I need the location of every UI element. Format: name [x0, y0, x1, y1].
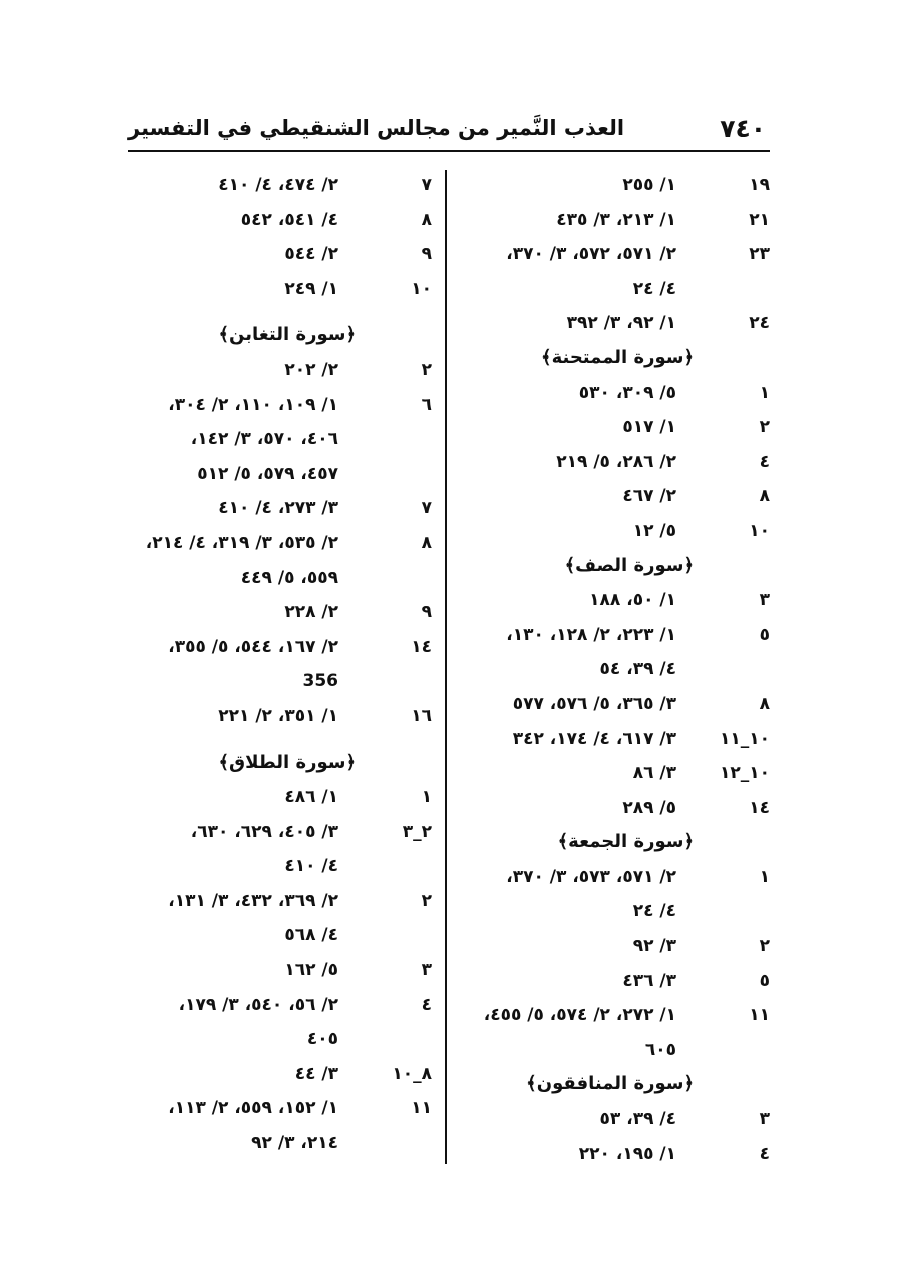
page-references: ٢/ ٥٧١، ٥٧٣، ٣/ ٣٧٠، — [506, 866, 676, 887]
index-entry — [470, 237, 770, 272]
index-entry — [128, 1126, 432, 1161]
page-references: ٢/ ٥٣٥، ٣/ ٣١٩، ٤/ ٢١٤، — [145, 532, 338, 553]
page-references: ١/ ٢٧٢، ٢/ ٥٧٤، ٥/ ٤٥٥، — [483, 1005, 676, 1026]
verse-number: ٢ — [421, 890, 432, 911]
page-references: ٣/ ٦١٧، ٤/ ١٧٤، ٣٤٢ — [512, 728, 676, 749]
page-references: ٣/ ٨٦ — [632, 763, 676, 784]
page-references: ٥/ ٢٨٩ — [622, 797, 676, 818]
index-entry — [470, 203, 770, 238]
index-entry — [470, 583, 770, 618]
verse-number: ٢٤ — [749, 313, 770, 334]
surah-title: ﴿سورة التغابن﴾ — [218, 324, 356, 346]
verse-number: ٤ — [759, 1143, 770, 1164]
index-entry — [470, 687, 770, 722]
surah-heading — [470, 825, 770, 860]
index-column-left — [128, 168, 432, 1161]
verse-number: ١٩ — [749, 175, 770, 195]
index-entry — [470, 722, 770, 757]
verse-number: ٤ — [421, 994, 432, 1015]
page-references: ٢/ ٤٦٧ — [622, 486, 676, 507]
page-references: ٤/ ٥٤١، ٥٤٢ — [240, 209, 338, 230]
index-entry — [128, 630, 432, 665]
page-references: ٢/ ٤٧٤، ٤/ ٤١٠ — [218, 175, 338, 195]
verse-number: ١١ — [749, 1005, 770, 1026]
index-entry — [128, 595, 432, 630]
verse-number: ١١ — [411, 1098, 432, 1119]
page-references: ١/ ٥١٧ — [622, 417, 676, 438]
index-entry — [128, 849, 432, 884]
index-entry — [470, 1102, 770, 1137]
verse-number: ٢ — [759, 417, 770, 438]
verse-number: ٢ — [421, 359, 432, 380]
page-references: ٤/ ٢٤ — [632, 278, 676, 299]
index-entry — [470, 479, 770, 514]
verse-number: ٩ — [421, 602, 432, 623]
page-references: ٢١٤، ٣/ ٩٢ — [251, 1133, 338, 1154]
verse-number: ٢_٣ — [402, 821, 432, 842]
verse-number: ٨_١٠ — [392, 1063, 432, 1084]
index-entry — [470, 1033, 770, 1068]
page-references: ٦٠٥ — [644, 1039, 676, 1060]
index-entry — [128, 815, 432, 850]
surah-title: ﴿سورة الصف﴾ — [564, 554, 694, 576]
index-entry — [470, 652, 770, 687]
page-references: ٥/ ١٦٢ — [284, 960, 338, 981]
index-entry — [128, 526, 432, 561]
index-entry — [128, 491, 432, 526]
surah-title: ﴿سورة الجمعة﴾ — [557, 831, 694, 853]
verse-number: ٨ — [421, 209, 432, 230]
page-references: ١/ ٣٥١، ٢/ ٢٢١ — [218, 705, 338, 726]
verse-number: ٢ — [759, 936, 770, 957]
page-references: ٢/ ٣٦٩، ٤٣٢، ٣/ ١٣١، — [168, 890, 338, 911]
page-references: ٢/ ٢٢٨ — [284, 602, 338, 623]
verse-number: ٥ — [759, 970, 770, 991]
surah-heading — [128, 318, 432, 353]
index-entry — [128, 353, 432, 388]
verse-number: ١٤ — [749, 797, 770, 818]
verse-number: ٣ — [759, 590, 770, 611]
page-references: ٣/ ٤٠٥، ٦٢٩، ٦٣٠، — [190, 821, 338, 842]
page-references: ٤/ ٢٤ — [632, 901, 676, 922]
surah-title: ﴿سورة الممتحنة﴾ — [541, 346, 694, 368]
page-references: ٣/ ٢٧٣، ٤/ ٤١٠ — [218, 498, 338, 519]
page-references: ٥/ ٣٠٩، ٥٣٠ — [578, 382, 676, 403]
verse-number: ٢١ — [749, 209, 770, 230]
page-references: ١/ ٢٤٩ — [284, 278, 338, 299]
verse-number: ٧ — [421, 498, 432, 519]
index-entry — [128, 422, 432, 457]
index-entry — [128, 388, 432, 423]
column-divider — [445, 170, 447, 1164]
index-entry — [470, 929, 770, 964]
page-references: ١/ ١٥٢، ٥٥٩، ٢/ ١١٣، — [168, 1098, 338, 1119]
page-references: ١/ ١٠٩، ١١٠، ٢/ ٣٠٤، — [168, 394, 338, 415]
index-entry — [470, 272, 770, 307]
index-entry — [470, 618, 770, 653]
page-references: ٣/ ٤٤ — [294, 1063, 338, 1084]
index-entry — [128, 918, 432, 953]
page-references: ١/ ٢٥٥ — [622, 175, 676, 195]
verse-number: ١٦ — [411, 705, 432, 726]
index-entry — [128, 1057, 432, 1092]
surah-title: ﴿سورة المنافقون﴾ — [526, 1073, 694, 1095]
verse-number: ٣ — [759, 1109, 770, 1130]
index-entry — [470, 376, 770, 411]
verse-number: ٨ — [421, 532, 432, 553]
verse-number: ١ — [421, 787, 432, 808]
page-references: ١/ ٩٢، ٣/ ٣٩٢ — [566, 313, 676, 334]
index-entry — [470, 756, 770, 791]
index-entry — [470, 514, 770, 549]
page-references: ٤/ ٤١٠ — [284, 856, 338, 877]
page-references: ٤/ ٣٩، ٥٤ — [599, 659, 676, 680]
verse-number: ٦ — [421, 394, 432, 415]
page-references: ٢/ ١٦٧، ٥٤٤، ٥/ ٣٥٥، — [168, 636, 338, 657]
index-entry — [128, 561, 432, 596]
index-entry — [470, 998, 770, 1033]
index-entry — [470, 860, 770, 895]
page-header — [128, 108, 770, 152]
index-entry — [128, 780, 432, 815]
index-entry — [470, 791, 770, 826]
verse-number: ٣ — [421, 960, 432, 981]
page-references: ١/ ٢١٣، ٣/ ٤٣٥ — [556, 209, 676, 230]
index-entry — [128, 457, 432, 492]
page-references: ١/ ٢٢٣، ٢/ ١٢٨، ١٣٠، — [506, 624, 676, 645]
page-references: ٣/ ٩٢ — [632, 936, 676, 957]
index-entry — [128, 1091, 432, 1126]
verse-number: ٤ — [759, 451, 770, 472]
verse-number: ١٠ — [749, 520, 770, 541]
page-references: ٣/ ٣٦٥، ٥/ ٥٧٦، ٥٧٧ — [512, 693, 676, 714]
surah-title: ﴿سورة الطلاق﴾ — [218, 751, 356, 773]
page-references: 356 — [302, 671, 338, 692]
verse-number: ١٠_١١ — [719, 728, 770, 749]
index-entry — [470, 306, 770, 341]
page-references: ١/ ٥٠، ١٨٨ — [589, 590, 676, 611]
index-entry — [128, 237, 432, 272]
surah-heading — [470, 549, 770, 584]
index-entry — [128, 1022, 432, 1057]
index-entry — [470, 1137, 770, 1172]
page-references: ٥/ ١٢ — [632, 520, 676, 541]
index-entry — [128, 884, 432, 919]
index-entry — [128, 272, 432, 307]
index-entry — [128, 168, 432, 203]
page-references: ٤/ ٥٦٨ — [284, 925, 338, 946]
verse-number: ٨ — [759, 693, 770, 714]
page-references: ١/ ٤٨٦ — [284, 787, 338, 808]
surah-heading — [470, 1067, 770, 1102]
running-title: العذب النَّمير من مجالس الشنقيطي في التفسير — [128, 116, 625, 140]
index-entry — [470, 445, 770, 480]
surah-heading — [470, 341, 770, 376]
verse-number: ١٠ — [411, 278, 432, 299]
page-references: ٤/ ٣٩، ٥٣ — [599, 1109, 676, 1130]
page-references: ٢/ ٢٠٢ — [284, 359, 338, 380]
index-entry — [470, 894, 770, 929]
page-references: ١/ ١٩٥، ٢٢٠ — [578, 1143, 676, 1164]
page-number: ٧٤٠ — [720, 114, 766, 143]
index-entry — [128, 699, 432, 734]
page-references: ٢/ ٢٨٦، ٥/ ٢١٩ — [556, 451, 676, 472]
header-rule — [128, 150, 770, 152]
verse-number: ٥ — [759, 624, 770, 645]
section-spacer — [128, 306, 432, 318]
verse-number: ١ — [759, 382, 770, 403]
page-references: ٢/ ٥٧١، ٥٧٢، ٣/ ٣٧٠، — [506, 244, 676, 265]
index-entry — [128, 203, 432, 238]
index-entry — [470, 410, 770, 445]
verse-number: ١٠_١٢ — [719, 763, 770, 784]
index-entry — [128, 988, 432, 1023]
verse-number: ٢٣ — [749, 244, 770, 265]
page-references: ٢/ ٥٤٤ — [284, 244, 338, 265]
page-references: ٣/ ٤٣٦ — [622, 970, 676, 991]
page-references: ٤٠٦، ٥٧٠، ٣/ ١٤٢، — [190, 429, 338, 450]
index-entry — [128, 664, 432, 699]
index-entry — [470, 964, 770, 999]
verse-number: ٨ — [759, 486, 770, 507]
page-references: ٢/ ٥٦، ٥٤٠، ٣/ ١٧٩، — [178, 994, 338, 1015]
surah-heading — [128, 746, 432, 781]
page-references: ٤٥٧، ٥٧٩، ٥/ ٥١٢ — [197, 463, 338, 484]
section-spacer — [128, 734, 432, 746]
index-entry — [470, 168, 770, 203]
verse-number: ١٤ — [411, 636, 432, 657]
verse-number: ١ — [759, 866, 770, 887]
verse-number: ٩ — [421, 244, 432, 265]
page-references: ٥٥٩، ٥/ ٤٤٩ — [240, 567, 338, 588]
verse-number: ٧ — [421, 175, 432, 195]
page-references: ٤٠٥ — [306, 1029, 338, 1050]
index-column-right — [470, 168, 770, 1171]
index-entry — [128, 953, 432, 988]
